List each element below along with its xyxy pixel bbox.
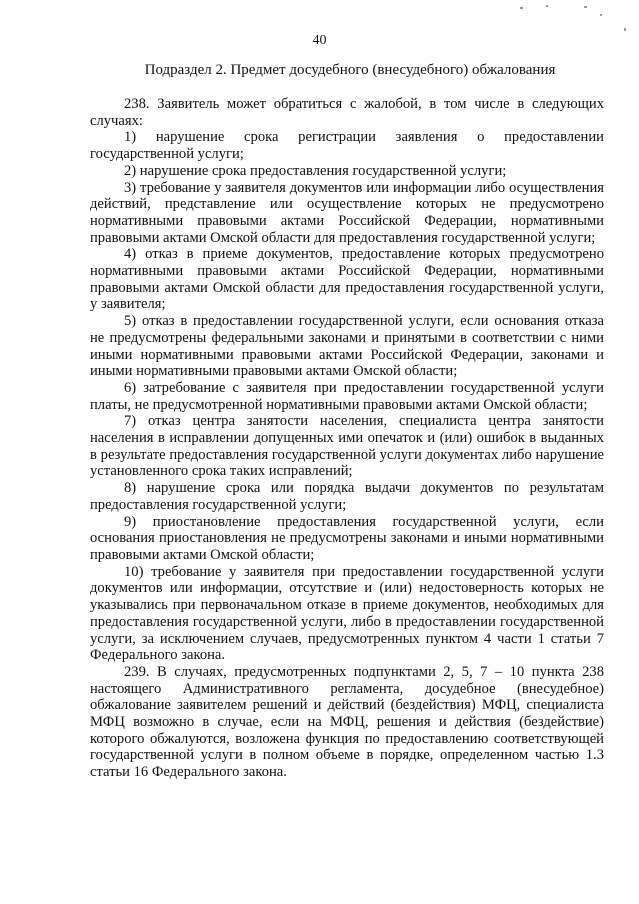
scan-artifact	[624, 28, 626, 31]
scan-artifact	[584, 6, 587, 8]
list-item-1: 1) нарушение срока регистрации заявления о предоставлении государственной услуги;	[90, 129, 604, 163]
list-item-6: 6) затребование с заявителя при предоставлении государственной услуги платы, не предусмотренной нормативными правовыми актами Омской области;	[90, 379, 604, 413]
paragraph-239: 239. В случаях, предусмотренных подпунктами 2, 5, 7 – 10 пункта 238 настоящего Административного регламента, досудебное (внесудебное) обжалование заявителем решений и действий (бездействия) МФЦ, специалиста МФЦ возможно в случае, если на МФЦ, решения и действия (бездействие) которого обжалуются, возложена функция по предоставлению соответствующей государственной услуги в полном объеме в порядке, определенном частью 1.3 статьи 16 Федерального закона.	[90, 663, 604, 781]
list-item-2: 2) нарушение срока предоставления государственной услуги;	[124, 162, 507, 179]
list-item-10: 10) требование у заявителя при предоставлении государственной услуги документов или информации, отсутствие и (или) недостоверность которых не указывались при первоначальном отказе в приеме документов, необходимых для предоставления государственной услуги, либо в предоставлении государственной услуги, за исключением случаев, предусмотренных пунктом 4 части 1 статьи 7 Федерального закона.	[90, 563, 604, 664]
page-number: 40	[312, 33, 327, 48]
list-item-5: 5) отказ в предоставлении государственной услуги, если основания отказа не предусмотрены федеральными законами и принятыми в соответствии с ними иными нормативными правовыми актами Российской Федерации, законами и иными нормативными правовыми актами Омской области;	[90, 313, 604, 380]
list-item-9: 9) приостановление предоставления государственной услуги, если основания приостановления не предусмотрены законами и иными нормативными правовыми актами Омской области;	[90, 513, 604, 563]
list-item-8: 8) нарушение срока или порядка выдачи документов по результатам предоставления государственной услуги;	[90, 480, 604, 513]
document-body	[90, 96, 604, 781]
paragraph-238-intro: 238. Заявитель может обратиться с жалобой, в том числе в следующих случаях:	[90, 96, 604, 129]
list-item-7: 7) отказ центра занятости населения, специалиста центра занятости населения в исправлении допущенных ими опечаток и (или) ошибок в выданных в результате предоставления государственной услуги документах либо нарушение установленного срока таких исправлений;	[90, 413, 604, 480]
list-item-4: 4) отказ в приеме документов, предоставление которых предусмотрено нормативными правовыми актами Российской Федерации, нормативными правовыми актами Омской области для предоставления государственной услуги, у заявителя;	[90, 246, 604, 313]
scan-artifact	[520, 7, 523, 9]
scan-artifact	[546, 5, 548, 7]
scan-artifact	[600, 14, 602, 16]
subsection-heading: Подраздел 2. Предмет досудебного (внесудебного) обжалования	[144, 62, 556, 78]
list-item-3: 3) требование у заявителя документов или информации либо осуществления действий, представление или осуществление которых не предусмотрено нормативными правовыми актами Российской Федерации, нормативными правовыми актами Омской области для предоставления государственной услуги;	[90, 179, 604, 246]
